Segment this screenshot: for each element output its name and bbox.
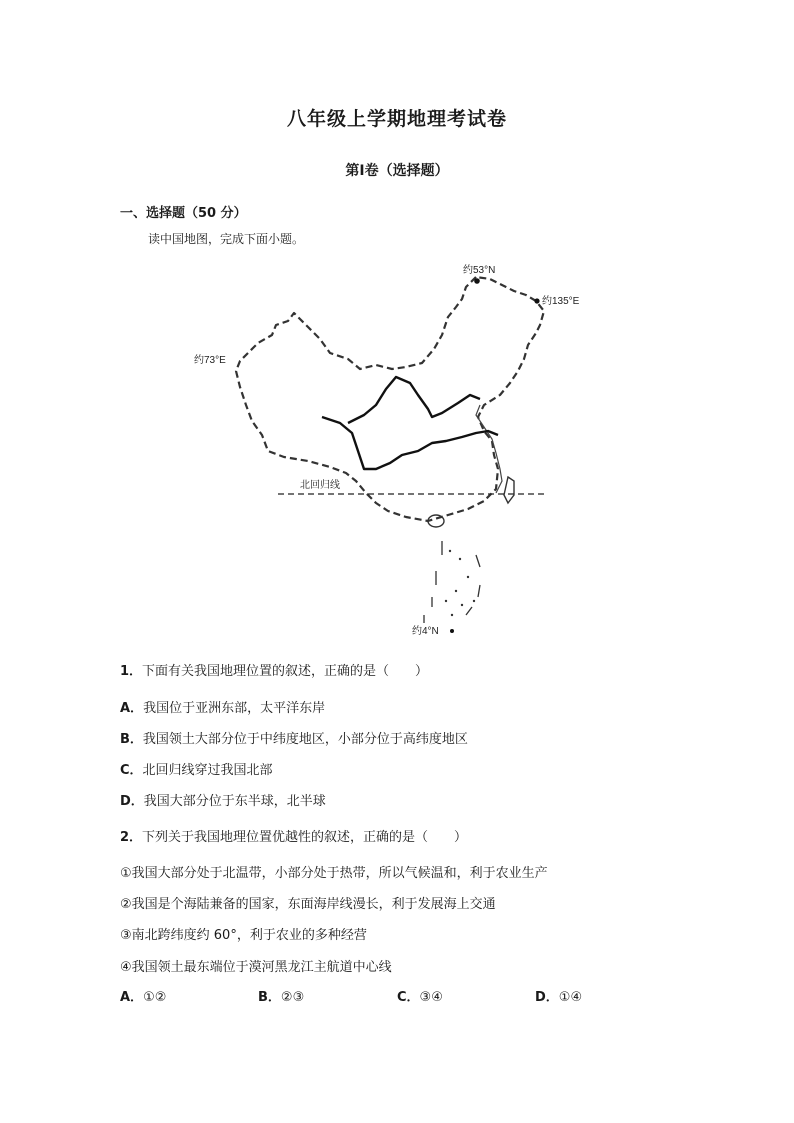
yangtze-river [322, 417, 498, 469]
east-longitude-label: 约135°E [542, 296, 580, 307]
volume-heading: 第Ⅰ卷（选择题） [345, 163, 449, 179]
east-point-marker [534, 298, 539, 303]
yellow-river [348, 377, 480, 423]
question-2-text: 下列关于我国地理位置优越性的叙述，正确的是（ ） [142, 830, 468, 845]
question-1-stem [120, 660, 428, 679]
question-1-option-d[interactable]: D．我国大部分位于东半球，北半球 [120, 794, 326, 809]
question-1-option-c[interactable]: C．北回归线穿过我国北部 [120, 763, 273, 778]
question-1-option-b[interactable]: B．我国领土大部分位于中纬度地区，小部分位于高纬度地区 [120, 732, 468, 747]
tropic-label: 北回归线 [300, 480, 340, 491]
question-2-choice-c[interactable]: C．③④ [397, 990, 443, 1005]
question-2-choice-b[interactable]: B．②③ [258, 990, 305, 1005]
question-2-number: 2． [120, 830, 143, 845]
exam-title: 八年级上学期地理考试卷 [286, 108, 507, 130]
south-point-marker [450, 629, 454, 633]
question-1-number: 1． [120, 664, 143, 679]
question-2-statement-1: ①我国大部分处于北温带，小部分处于热带，所以气候温和，利于农业生产 [120, 866, 548, 881]
question-2-statement-3: ③南北跨纬度约 60°，利于农业的多种经营 [120, 928, 367, 943]
question-2-statement-2: ②我国是个海陆兼备的国家，东面海岸线漫长，利于发展海上交通 [120, 897, 496, 912]
question-1-option-a[interactable]: A．我国位于亚洲东部，太平洋东岸 [120, 701, 326, 716]
question-2-choice-d[interactable]: D．①④ [535, 990, 583, 1005]
map-graphic [180, 255, 600, 645]
north-point-marker [474, 278, 480, 284]
west-longitude-label: 约73°E [194, 355, 226, 366]
taiwan-island [504, 477, 514, 503]
north-latitude-label: 约53°N [463, 265, 496, 276]
national-border [236, 277, 544, 521]
section-heading: 一、选择题（50 分） [120, 206, 247, 221]
south-latitude-label: 约4°N [412, 626, 439, 637]
question-2-statement-4: ④我国领土最东端位于漠河黑龙江主航道中心线 [120, 960, 392, 975]
eastern-coastline [476, 405, 502, 493]
question-2-choice-a[interactable]: A．①② [120, 990, 167, 1005]
south-sea-boundary [424, 541, 480, 623]
china-outline-map [180, 255, 600, 645]
question-1-text: 下面有关我国地理位置的叙述，正确的是（ ） [142, 664, 429, 679]
south-sea-islands [445, 550, 475, 616]
question-2-stem [120, 826, 467, 845]
instruction-text: 读中国地图，完成下面小题。 [148, 232, 305, 246]
